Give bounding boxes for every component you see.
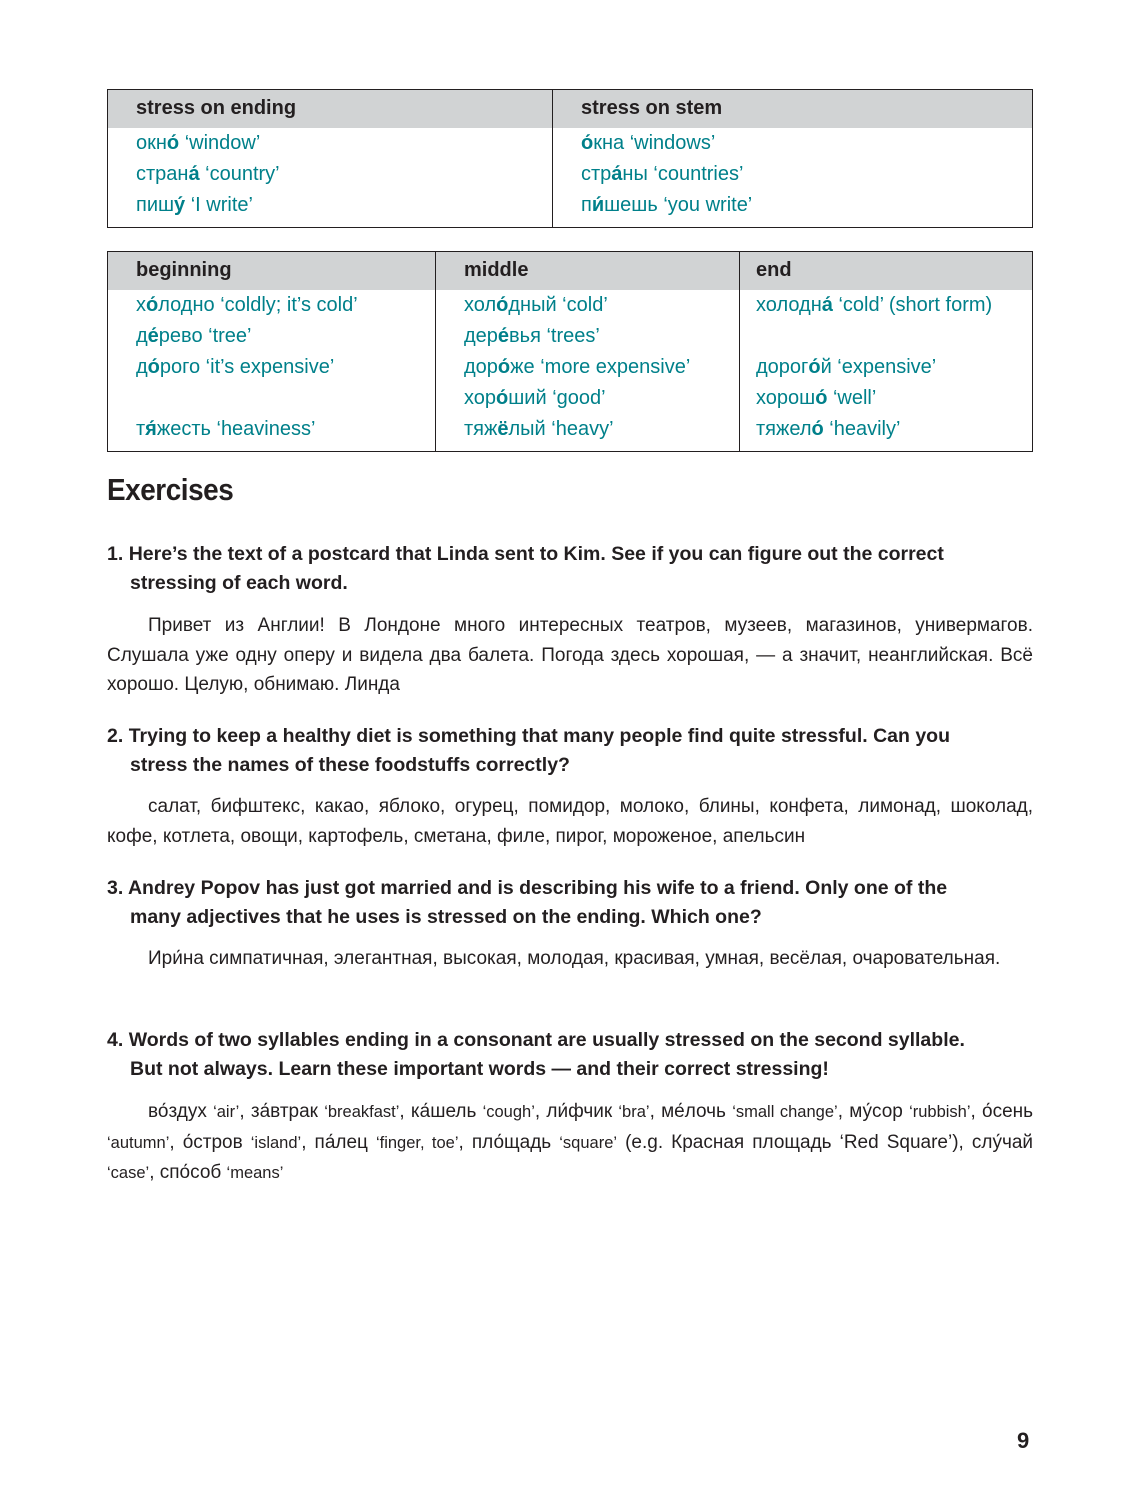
translation: ‘you write’ <box>657 193 753 216</box>
word-prefix: окн <box>136 131 167 154</box>
word-prefix: д <box>136 324 148 347</box>
english-gloss: ‘means’ <box>226 1164 284 1182</box>
exercise-3-question <box>107 874 1033 932</box>
word-suffix: ны <box>622 162 648 185</box>
separator: (e.g. Красная площадь ‘Red Square’), <box>617 1131 972 1153</box>
separator: , <box>970 1101 983 1122</box>
word-cell <box>436 383 740 414</box>
stressed-vowel: о́ <box>496 293 509 316</box>
word-suffix: й <box>820 355 832 378</box>
stressed-vowel: и́ <box>591 193 605 216</box>
english-gloss: ‘bra’ <box>618 1103 650 1121</box>
table-row <box>108 128 1033 159</box>
stressed-vowel: е́ <box>497 324 510 347</box>
word-prefix: дер <box>464 324 498 347</box>
english-gloss: ‘air’ <box>213 1103 240 1121</box>
word-prefix: хорош <box>756 386 816 409</box>
stressed-vowel: о́ <box>166 131 180 154</box>
russian-word: слу́чай <box>971 1131 1034 1153</box>
russian-word: за́втрак <box>250 1101 325 1122</box>
word-suffix: рево <box>158 324 203 347</box>
empty-cell <box>740 321 1033 352</box>
stressed-vowel: а́ <box>188 162 200 185</box>
russian-word: пло́щадь <box>471 1131 560 1153</box>
word-cell <box>108 159 553 190</box>
stressed-vowel: о́ <box>581 131 594 154</box>
stressed-vowel: о́ <box>811 417 824 440</box>
table-row <box>108 290 1033 321</box>
exercise-number: 2. <box>107 725 124 747</box>
question-text: Words of two syllables ending in a consonant are usually stressed on the second syllable. <box>128 1029 965 1051</box>
russian-word: о́сень <box>982 1101 1034 1122</box>
stressed-vowel: о́ <box>497 355 511 378</box>
word-prefix: дорог <box>756 355 809 378</box>
table-row <box>108 352 1033 383</box>
empty-cell <box>108 383 436 414</box>
russian-word: ме́лочь <box>661 1101 733 1122</box>
page-number: 9 <box>1017 1428 1030 1453</box>
word-suffix: кна <box>593 131 625 154</box>
separator: , <box>301 1131 315 1153</box>
word-suffix: дный <box>508 293 557 316</box>
question-text: Here’s the text of a postcard that Linda sent to Kim. See if you can figure out the correct <box>128 543 944 565</box>
russian-word: во́здух <box>148 1101 214 1122</box>
translation: ‘heavily’ <box>823 417 901 440</box>
question-text-cont: stressing of each word. <box>130 572 348 594</box>
separator: , <box>649 1101 662 1122</box>
header-beginning: beginning <box>108 252 436 290</box>
word-suffix: жесть <box>156 417 211 440</box>
word-prefix: стран <box>136 162 189 185</box>
stress-table-ending-vs-stem <box>107 89 1033 228</box>
word-cell <box>108 290 436 321</box>
word-suffix: рого <box>159 355 201 378</box>
exercise-3-answer: Ири́на симпатичная, элегантная, высокая, молодая, красивая, умная, весёлая, очаровательная. <box>148 948 1001 969</box>
word-suffix: же <box>510 355 535 378</box>
word-prefix: хол <box>464 293 497 316</box>
question-text-cont: But not always. Learn these important words — and their correct stressing! <box>130 1058 829 1080</box>
exercise-number: 1. <box>107 543 124 565</box>
word-cell <box>108 352 436 383</box>
translation: ‘heavy’ <box>545 417 614 440</box>
word-cell <box>740 352 1033 383</box>
word-cell <box>740 414 1033 452</box>
english-gloss: ‘island’ <box>250 1133 302 1152</box>
stress-table-position <box>107 251 1033 452</box>
word-cell <box>436 414 740 452</box>
stressed-vowel: у́ <box>174 193 186 216</box>
word-cell <box>740 383 1033 414</box>
table-row <box>108 383 1033 414</box>
english-gloss: ‘case’ <box>107 1164 150 1182</box>
word-cell <box>108 128 553 159</box>
stressed-vowel: о́ <box>808 355 821 378</box>
word-prefix: дор <box>464 355 498 378</box>
separator: , <box>458 1131 472 1153</box>
word-cell <box>436 290 740 321</box>
english-gloss: ‘autumn’ <box>107 1133 170 1152</box>
translation: ‘it’s expensive’ <box>200 355 335 378</box>
word-suffix: лый <box>508 417 546 440</box>
word-prefix: тяж <box>464 417 498 440</box>
translation: ‘more expensive’ <box>534 355 691 378</box>
word-suffix: лодно <box>158 293 215 316</box>
word-prefix: т <box>136 417 146 440</box>
separator: , <box>149 1162 160 1183</box>
exercise-number: 4. <box>107 1029 124 1051</box>
word-cell <box>436 321 740 352</box>
translation: ‘well’ <box>827 386 877 409</box>
english-gloss: ‘rubbish’ <box>909 1103 971 1121</box>
separator: , <box>837 1101 850 1122</box>
russian-word: па́лец <box>314 1131 376 1153</box>
word-prefix: стр <box>581 162 612 185</box>
english-gloss: ‘breakfast’ <box>324 1103 400 1121</box>
word-cell <box>553 159 1033 190</box>
exercise-2-answer: салат, бифштекс, какао, яблоко, огурец, помидор, молоко, блины, конфета, лимонад, шоколад, кофе, котлета, овощи, картофель, сметана, филе, пирог, мороженое, апельсин <box>107 796 1033 847</box>
russian-word: спо́соб <box>159 1162 227 1183</box>
exercise-2-question <box>107 722 1033 780</box>
english-gloss: ‘cough’ <box>482 1103 535 1121</box>
translation: ‘heaviness’ <box>210 417 316 440</box>
word-cell <box>108 321 436 352</box>
separator: , <box>534 1101 547 1122</box>
question-text-cont: many adjectives that he uses is stressed on the ending. Which one? <box>130 906 762 928</box>
russian-word: ли́фчик <box>546 1101 619 1122</box>
table-row <box>108 414 1033 452</box>
translation: ‘good’ <box>546 386 606 409</box>
question-text: Trying to keep a healthy diet is something that many people find quite stressful. Can you <box>128 725 950 747</box>
header-stress-on-stem: stress on stem <box>553 90 1033 128</box>
exercises-heading: Exercises <box>107 472 234 507</box>
word-cell <box>436 352 740 383</box>
stressed-vowel: а́ <box>821 293 833 316</box>
word-suffix: ший <box>508 386 547 409</box>
table-row <box>108 321 1033 352</box>
translation: ‘trees’ <box>540 324 600 347</box>
translation: ‘cold’ <box>556 293 608 316</box>
separator: , <box>169 1131 183 1153</box>
word-cell <box>553 190 1033 228</box>
stressed-vowel: о́ <box>147 355 160 378</box>
stressed-vowel: о́ <box>496 386 509 409</box>
russian-word: ка́шель <box>410 1101 483 1122</box>
translation: ‘cold’ (short form) <box>832 293 993 316</box>
table-header-row <box>108 90 1033 128</box>
word-cell <box>108 414 436 452</box>
word-prefix: холодн <box>756 293 822 316</box>
translation: ‘window’ <box>179 131 261 154</box>
translation: ‘coldly; it’s cold’ <box>214 293 358 316</box>
translation: ‘expensive’ <box>831 355 937 378</box>
russian-word: о́стров <box>182 1131 251 1153</box>
word-prefix: х <box>136 293 146 316</box>
exercise-4-question <box>107 1026 1033 1084</box>
word-prefix: пиш <box>136 193 175 216</box>
english-gloss: ‘finger, toe’ <box>375 1133 459 1152</box>
word-prefix: д <box>136 355 148 378</box>
stressed-vowel: я́ <box>145 417 157 440</box>
exercise-number: 3. <box>107 877 124 899</box>
stressed-vowel: е́ <box>147 324 159 347</box>
translation: ‘countries’ <box>647 162 744 185</box>
word-prefix: п <box>581 193 592 216</box>
russian-word: му́сор <box>849 1101 910 1122</box>
header-stress-on-ending: stress on ending <box>108 90 553 128</box>
question-text: Andrey Popov has just got married and is describing his wife to a friend. Only one of the <box>127 877 948 899</box>
table-header-row <box>108 252 1033 290</box>
table-row <box>108 159 1033 190</box>
translation: ‘I write’ <box>185 193 253 216</box>
separator: , <box>399 1101 411 1122</box>
stressed-vowel: а́ <box>611 162 623 185</box>
stressed-vowel: о́ <box>815 386 828 409</box>
exercise-1-answer: Привет из Англии! В Лондоне много интересных театров, музеев, магазинов, универмагов. Слушала уже одну оперу и видела два балета. Погода здесь хорошая, — а значит, неанглийская. Всё хорошо. Целую, обнимаю. Линда <box>107 615 1033 695</box>
translation: ‘tree’ <box>202 324 252 347</box>
header-middle: middle <box>436 252 740 290</box>
english-gloss: ‘small change’ <box>732 1103 838 1121</box>
word-suffix: вья <box>509 324 541 347</box>
table-row <box>108 190 1033 228</box>
stressed-vowel: ё <box>497 417 509 440</box>
stressed-vowel: о́ <box>146 293 159 316</box>
exercise-4-answer <box>107 1097 1033 1189</box>
question-text-cont: stress the names of these foodstuffs correctly? <box>130 754 570 776</box>
translation: ‘windows’ <box>624 131 716 154</box>
header-end: end <box>740 252 1033 290</box>
word-suffix: шешь <box>604 193 658 216</box>
exercise-1-question <box>107 540 1033 598</box>
separator: , <box>239 1101 251 1122</box>
english-gloss: ‘square’ <box>559 1133 618 1152</box>
word-prefix: хор <box>464 386 497 409</box>
word-cell <box>740 290 1033 321</box>
word-prefix: тяжел <box>756 417 812 440</box>
word-cell <box>108 190 553 228</box>
translation: ‘country’ <box>199 162 280 185</box>
word-cell <box>553 128 1033 159</box>
